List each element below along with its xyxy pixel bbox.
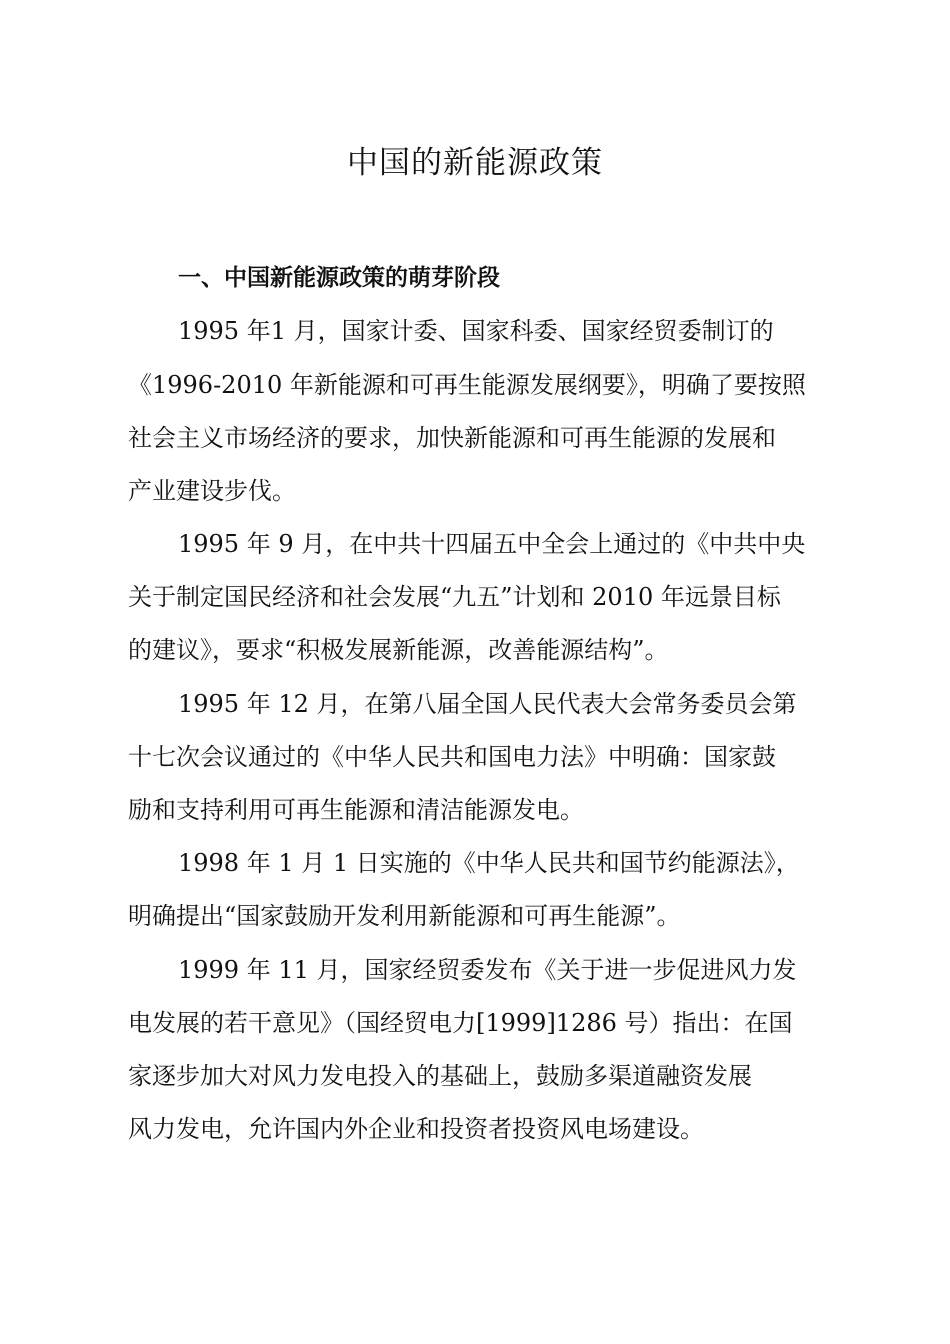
paragraph-line: 电发展的若干意见》（国经贸电力[1999]1286 号）指出：在国 bbox=[128, 1009, 793, 1037]
paragraph-line: 家逐步加大对风力发电投入的基础上，鼓励多渠道融资发展 bbox=[128, 1062, 752, 1090]
paragraph-line: 1995 年 9 月，在中共十四届五中全会上通过的《中共中央 bbox=[178, 530, 806, 558]
paragraph-line: 关于制定国民经济和社会发展“九五”计划和 2010 年远景目标 bbox=[128, 583, 781, 611]
paragraph-line: 明确提出“国家鼓励开发利用新能源和可再生能源”。 bbox=[128, 902, 681, 930]
paragraph-line: 社会主义市场经济的要求，加快新能源和可再生能源的发展和 bbox=[128, 424, 776, 452]
paragraph-line: 风力发电，允许国内外企业和投资者投资风电场建设。 bbox=[128, 1115, 704, 1143]
paragraph-line: 1998 年 1 月 1 日实施的《中华人民共和国节约能源法》， bbox=[178, 849, 800, 877]
section-heading: 一、中国新能源政策的萌芽阶段 bbox=[178, 265, 500, 291]
paragraph-line: 《1996-2010 年新能源和可再生能源发展纲要》，明确了要按照 bbox=[128, 371, 806, 399]
paragraph-line: 励和支持利用可再生能源和清洁能源发电。 bbox=[128, 796, 584, 824]
paragraph-line: 1995 年1 月，国家计委、国家科委、国家经贸委制订的 bbox=[178, 317, 774, 345]
paragraph-line: 的建议》，要求“积极发展新能源，改善能源结构”。 bbox=[128, 636, 669, 664]
paragraph-line: 十七次会议通过的《中华人民共和国电力法》中明确：国家鼓 bbox=[128, 743, 776, 771]
document-title: 中国的新能源政策 bbox=[347, 145, 603, 181]
paragraph-line: 1999 年 11 月，国家经贸委发布《关于进一步促进风力发 bbox=[178, 956, 797, 984]
paragraph-line: 产业建设步伐。 bbox=[128, 477, 296, 505]
paragraph-line: 1995 年 12 月，在第八届全国人民代表大会常务委员会第 bbox=[178, 690, 797, 718]
